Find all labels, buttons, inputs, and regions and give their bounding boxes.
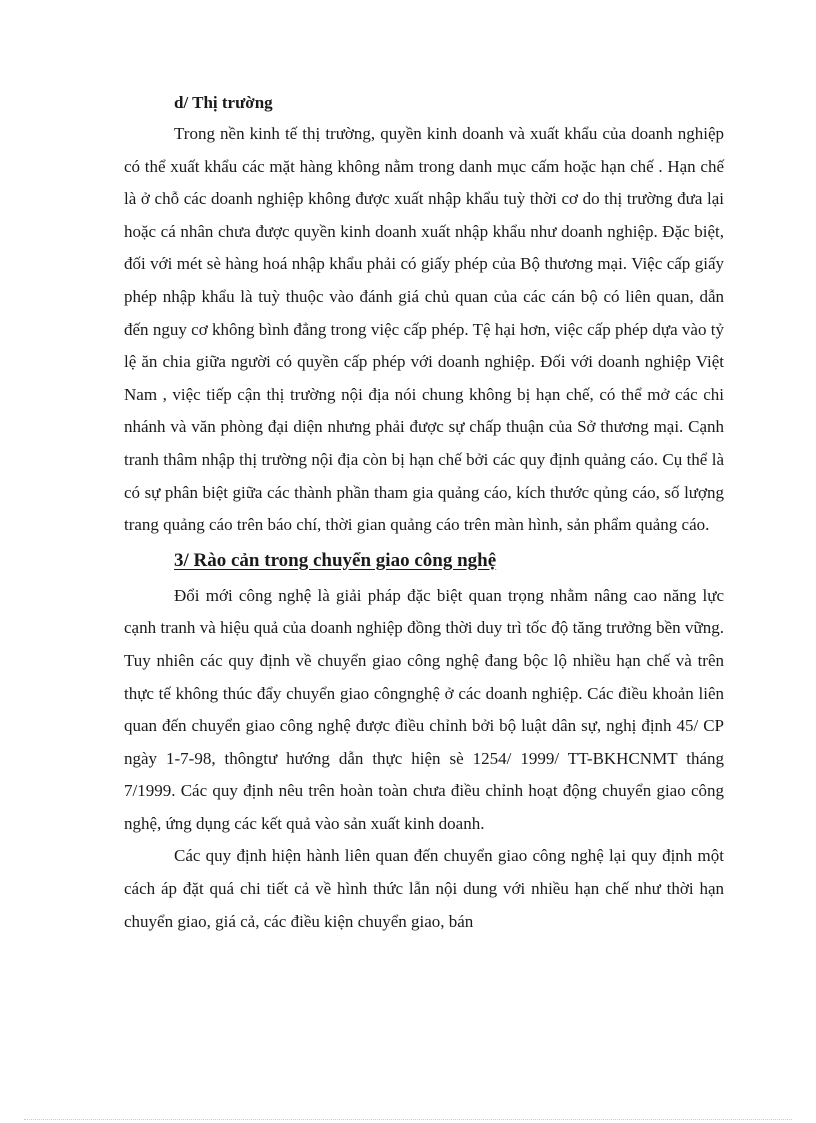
subheading-market: d/ Thị trường	[174, 93, 273, 112]
section-heading-text: 3/ Rào cản trong chuyển giao công nghệ	[174, 549, 497, 571]
paragraph-technology-innovation: Đổi mới công nghệ là giải pháp đặc biệt quan trọng nhằm nâng cao năng lực cạnh tranh và hiệu quả của doanh nghiệp đồng thời duy trì tốc độ tăng trưởng bền vững. Tuy nhiên các quy định về chuyển giao công nghệ đang bộc lộ nhiều hạn chế và trên thực tế không thúc đẩy chuyển giao côngnghệ ở các doanh nghiệp. Các điều khoản liên quan đến chuyển giao công nghệ được điều chỉnh bởi bộ luật dân sự, nghị định 45/ CP ngày 1-7-98, thôngtư hướng dẫn thực hiện sè 1254/ 1999/ TT-BKHCNMT tháng 7/1999. Các quy định nêu trên hoàn toàn chưa điều chỉnh hoạt động chuyển giao công nghệ, ứng dụng các kết quả vào sản xuất kinh doanh.	[124, 585, 724, 833]
paragraph-current-regulations: Các quy định hiện hành liên quan đến chuyển giao công nghệ lại quy định một cách áp đặt quá chi tiết cả về hình thức lẫn nội dung với nhiều hạn chế như thời hạn chuyển giao, giá cả, các điều kiện chuyển giao, bán	[124, 846, 724, 931]
document-page	[124, 88, 724, 938]
page-bottom-border	[24, 1119, 792, 1120]
paragraph-market: Trong nền kinh tế thị trường, quyền kinh doanh và xuất khẩu của doanh nghiệp có thể xuất khẩu các mặt hàng không nằm trong danh mục cấm hoặc hạn chế . Hạn chế là ở chỗ các doanh nghiệp không được xuất nhập khẩu tuỳ thời cơ do thị trường đưa lại hoặc cá nhân chưa được quyền kinh doanh xuất nhập khẩu như doanh nghiệp. Đặc biệt, đối với mét sè hàng hoá nhập khẩu phải có giấy phép của Bộ thương mại. Việc cấp giấy phép nhập khẩu là tuỳ thuộc vào đánh giá chủ quan của các cán bộ có liên quan, dẫn đến nguy cơ không bình đẳng trong việc cấp phép. Tệ hại hơn, việc cấp phép dựa vào tỷ lệ ăn chia giữa người có quyền cấp phép với doanh nghiệp. Đối với doanh nghiệp Việt Nam , việc tiếp cận thị trường nội địa nói chung không bị hạn chế, có thể mở các chi nhánh và văn phòng đại diện nhưng phải được sự chấp thuận của Sở thương mại. Cạnh tranh thâm nhập thị trường nội địa còn bị hạn chế bởi các quy định quảng cáo. Cụ thể là có sự phân biệt giữa các thành phần tham gia quảng cáo, kích thước qủng cáo, số lượng trang quảng cáo trên báo chí, thời gian quảng cáo trên màn hình, sản phẩm quảng cáo.	[124, 124, 724, 535]
section-heading-technology-transfer	[174, 544, 724, 578]
